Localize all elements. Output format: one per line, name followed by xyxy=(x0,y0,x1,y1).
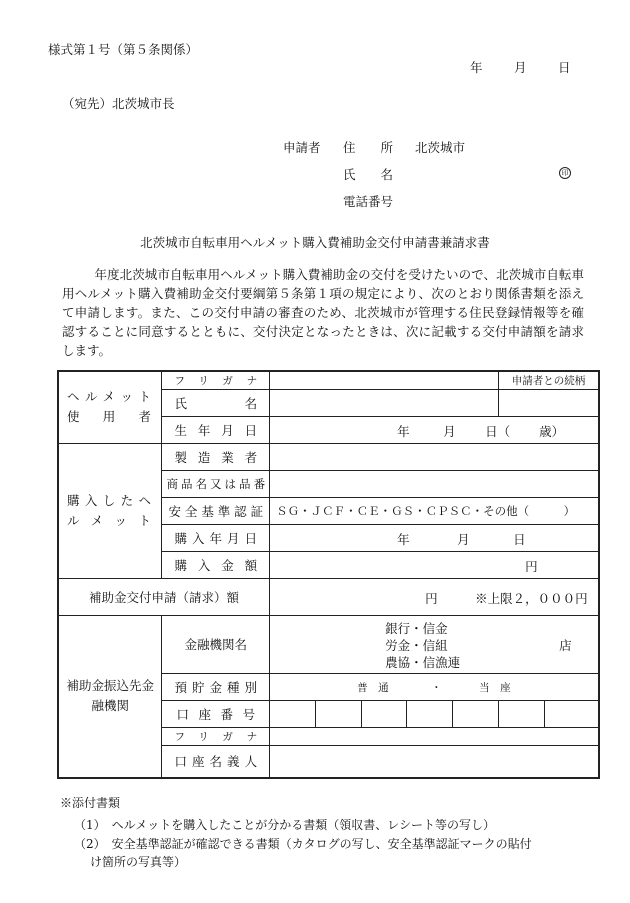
name-label: 氏 名 xyxy=(343,167,394,182)
manufacturer-label: 製造業者 xyxy=(162,443,270,470)
account-furigana-label: フリガナ xyxy=(162,727,270,745)
name-field-label: 氏名 xyxy=(162,389,270,416)
bank-section-label: 補助金振込先金融機関 xyxy=(58,615,162,778)
account-digit[interactable] xyxy=(407,700,453,727)
account-digit[interactable] xyxy=(498,700,544,727)
furigana-field[interactable] xyxy=(270,371,499,389)
relationship-field[interactable] xyxy=(498,389,599,416)
safety-cert-label: 安全基準認証 xyxy=(162,497,270,524)
birthdate-label: 生年月日 xyxy=(162,416,270,443)
purchase-yen: 円 xyxy=(525,558,538,574)
notes-title: ※添付書類 xyxy=(60,796,121,810)
deposit-regular: 普 通 xyxy=(357,681,389,694)
account-digit[interactable] xyxy=(544,700,599,727)
birth-month: 月 xyxy=(443,423,456,439)
bank-name-field[interactable] xyxy=(270,615,599,673)
bank-type-2: 労金・信組 xyxy=(385,638,448,653)
date-month-label: 月 xyxy=(514,60,527,75)
name-field[interactable] xyxy=(270,389,499,416)
phone-label: 電話番号 xyxy=(343,194,394,209)
bank-type-3: 農協・信漁連 xyxy=(385,655,461,670)
user-section-label: ヘルメット使用者 xyxy=(58,371,162,443)
relationship-label: 申請者との続柄 xyxy=(498,371,599,389)
account-digit[interactable] xyxy=(270,700,316,727)
form-number: 様式第１号（第５条関係） xyxy=(48,42,199,57)
account-digit[interactable] xyxy=(453,700,499,727)
document-title: 北茨城市自転車用ヘルメット購入費補助金交付申請書兼請求書 xyxy=(140,235,490,250)
account-number-label: 口座番号 xyxy=(162,700,270,727)
account-furigana-field[interactable] xyxy=(270,727,599,745)
birth-day: 日（ xyxy=(485,423,511,439)
purchase-year: 年 xyxy=(397,531,410,547)
purchase-amount-label: 購入金額 xyxy=(162,551,270,578)
applicant-role: 申請者 xyxy=(283,140,321,155)
deposit-separator: ・ xyxy=(431,681,442,694)
safety-cert-options[interactable]: ＳＧ・ＪＣＦ・ＣＥ・ＧＳ・ＣＰＳＣ・その他（ ） xyxy=(270,497,599,524)
notes-item-1: （1） ヘルメットを購入したことが分かる書類（領収書、レシート等の写し） xyxy=(74,818,495,832)
application-table xyxy=(57,370,600,779)
subsidy-request-label: 補助金交付申請（請求）額 xyxy=(58,578,270,615)
date-day-label: 日 xyxy=(558,60,571,75)
birth-age: 歳） xyxy=(539,423,565,439)
notes-item-2-cont: け箇所の写真等） xyxy=(90,855,187,869)
birthdate-field[interactable] xyxy=(270,416,599,443)
address-label: 住 所 xyxy=(343,140,394,155)
furigana-label: フリガナ xyxy=(162,371,270,389)
deposit-type-label: 預貯金種別 xyxy=(162,673,270,700)
subsidy-limit: ※上限２，０００円 xyxy=(475,590,588,606)
applicant-block xyxy=(283,138,583,209)
purchase-amount-field[interactable] xyxy=(270,551,599,578)
birth-year: 年 xyxy=(397,423,410,439)
deposit-current: 当 座 xyxy=(479,681,511,694)
branch-label: 店 xyxy=(559,638,572,653)
account-holder-label: 口座名義人 xyxy=(162,745,270,778)
purchase-date-field[interactable] xyxy=(270,524,599,551)
purchase-month: 月 xyxy=(457,531,470,547)
manufacturer-field[interactable] xyxy=(270,443,599,470)
purchase-date-label: 購入年月日 xyxy=(162,524,270,551)
account-digit[interactable] xyxy=(315,700,361,727)
subsidy-request-field[interactable] xyxy=(270,578,599,615)
account-digit[interactable] xyxy=(361,700,407,727)
table-row xyxy=(58,371,599,389)
addressee: （宛先）北茨城市長 xyxy=(62,96,175,111)
deposit-type-field[interactable] xyxy=(270,673,599,700)
table-row xyxy=(58,615,599,673)
account-holder-field[interactable] xyxy=(270,745,599,778)
seal-icon: 印 xyxy=(559,167,571,179)
purchase-day: 日 xyxy=(513,531,526,547)
date-year-label: 年 xyxy=(470,60,483,75)
table-row xyxy=(58,443,599,470)
table-row xyxy=(58,578,599,615)
product-name-label: 商品名又は品番 xyxy=(162,470,270,497)
subsidy-yen: 円 xyxy=(425,590,438,606)
helmet-section-label: 購入したヘルメット xyxy=(58,443,162,578)
product-name-field[interactable] xyxy=(270,470,599,497)
bank-name-label: 金融機関名 xyxy=(162,615,270,673)
notes-item-2: （2） 安全基準認証が確認できる書類（カタログの写し、安全基準認証マークの貼付 xyxy=(74,837,532,851)
bank-type-1: 銀行・信金 xyxy=(385,621,448,636)
address-value: 北茨城市 xyxy=(415,140,466,155)
document-body: 年度北茨城市自転車用ヘルメット購入費補助金の交付を受けたいので、北茨城市自転車用ヘルメット購入費補助金交付要綱第５条第１項の規定により、次のとおり関係書類を添えて申請します。また、この交付申請の審査のため、北茨城市が管理する住民登録情報等を確認することに同意するとともに、交付決定となったときは、次に記載する交付申請額を請求します。 xyxy=(62,267,584,358)
